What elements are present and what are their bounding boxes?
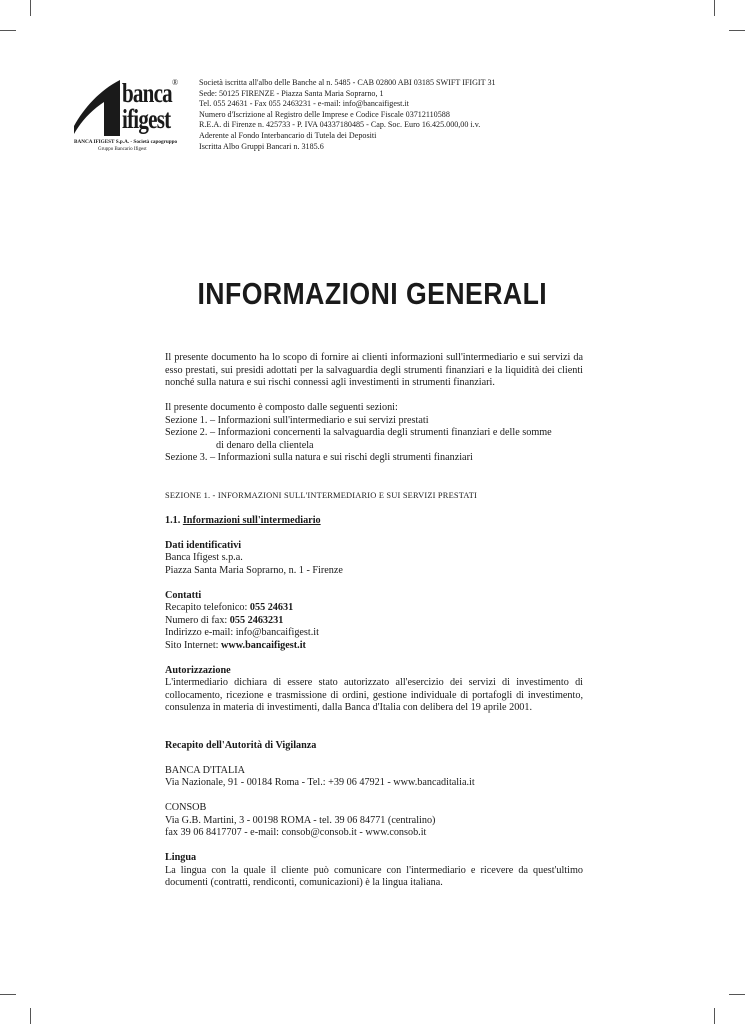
website-line <box>165 640 583 653</box>
lingua-title: Lingua <box>165 852 197 863</box>
bank-address: Piazza Santa Maria Soprarno, n. 1 - Firenze <box>165 564 343 576</box>
intro-paragraph: Il presente documento ha lo scopo di fornire ai clienti informazioni sull'intermediario e sui servizi da esso prestati, sui presidi adottati per la salvaguardia degli strumenti finanziari e la liquidità dei clienti nonché sulla natura e sui rischi connessi agli investimenti in strumenti finanziari. <box>165 352 583 388</box>
composition-section-2-cont: di denaro della clientela <box>216 439 314 451</box>
lingua-text: La lingua con la quale il cliente può comunicare con l'intermediario e ricevere da quest'ultimo documenti (contratti, rendiconti, comunicazioni) è la lingua italiana. <box>165 864 583 888</box>
company-info-line: Sede: 50125 FIRENZE - Piazza Santa Maria Soprarno, 1 <box>199 88 384 98</box>
email-line <box>165 627 583 640</box>
subsection-number: 1.1. <box>165 514 181 526</box>
section-1-heading: SEZIONE 1. - INFORMAZIONI SULL'INTERMEDIARIO E SUI SERVIZI PRESTATI <box>165 490 478 500</box>
consob-address: Via G.B. Martini, 3 - 00198 ROMA - tel. 39 06 84771 (centralino) <box>165 814 436 826</box>
crop-mark <box>0 994 16 995</box>
contatti-title: Contatti <box>165 589 202 601</box>
fax-value: 055 2463231 <box>229 614 284 626</box>
email-label: Indirizzo e-mail: <box>165 627 234 638</box>
dati-identificativi-title: Dati identificativi <box>165 539 242 551</box>
company-info-line: Aderente al Fondo Interbancario di Tutela dei Depositi <box>199 130 377 140</box>
website-label: Sito Internet: <box>165 639 219 651</box>
crop-mark <box>0 30 16 31</box>
phone-value: 055 24631 <box>249 602 294 613</box>
fax-line <box>165 615 583 628</box>
subsection-title: Informazioni sull'intermediario <box>182 514 321 526</box>
consob-name: CONSOB <box>165 802 207 813</box>
composition-lead: Il presente documento è composto dalle seguenti sezioni: <box>165 402 398 413</box>
bank-logo <box>70 76 186 166</box>
crop-mark <box>30 0 31 16</box>
company-info-line: Numero d'Iscrizione al Registro delle Imprese e Codice Fiscale 03712110588 <box>199 109 450 119</box>
document-body <box>165 352 583 890</box>
vigilanza-title: Recapito dell'Autorità di Vigilanza <box>165 739 317 751</box>
company-info <box>199 78 496 152</box>
consob-contacts: fax 39 06 8417707 - e-mail: consob@consob.it - www.consob.it <box>165 827 427 838</box>
composition-section-1: Sezione 1. – Informazioni sull'intermediario e sui servizi prestati <box>165 414 429 426</box>
logo-caption: BANCA IFIGEST S.p.A. - Società capogruppo <box>74 139 178 145</box>
autorizzazione-text: L'intermediario dichiara di essere stato autorizzato all'esercizio dei servizi di investimento di collocamento, ricezione e trasmissione di ordini, gestione individuale di portafogli di investimento, consulenza in materia di investimenti, dalla Banca d'Italia con delibera del 19 aprile 2001. <box>165 677 583 713</box>
autorizzazione-title: Autorizzazione <box>165 664 231 676</box>
company-info-line: R.E.A. di Firenze n. 425733 - P. IVA 04337180485 - Cap. Soc. Euro 16.425.000,00 i.v. <box>199 120 481 130</box>
composition-section-2: Sezione 2. – Informazioni concernenti la salvaguardia degli strumenti finanziari e delle somme <box>165 427 552 438</box>
company-info-line: Iscritta Albo Gruppi Bancari n. 3185.6 <box>199 141 324 151</box>
logo-registered-mark: ® <box>172 78 179 87</box>
crop-mark <box>729 30 745 31</box>
logo-brand-line1: banca <box>122 78 172 108</box>
bankitalia-name: BANCA D'ITALIA <box>165 764 245 776</box>
page-title-text: INFORMAZIONI GENERALI <box>197 276 548 311</box>
crop-mark <box>729 994 745 995</box>
bank-name: Banca Ifigest s.p.a. <box>165 552 243 563</box>
subsection-heading <box>165 515 583 528</box>
phone-label: Recapito telefonico: <box>165 602 248 613</box>
fax-label: Numero di fax: <box>165 614 228 626</box>
crop-mark <box>714 1008 715 1024</box>
phone-line <box>165 602 583 615</box>
logo-caption-group: Gruppo Bancario Ifigest <box>98 147 147 152</box>
page-title <box>0 276 745 312</box>
email-value: info@bancaifigest.it <box>235 627 319 638</box>
website-value: www.bancaifigest.it <box>221 639 306 651</box>
company-info-line: Tel. 055 24631 - Fax 055 2463231 - e-mail: info@bancaifigest.it <box>199 99 409 109</box>
composition-section-3: Sezione 3. – Informazioni sulla natura e sui rischi degli strumenti finanziari <box>165 452 473 463</box>
bankitalia-address: Via Nazionale, 91 - 00184 Roma - Tel.: +39 06 47921 - www.bancaditalia.it <box>165 777 475 788</box>
logo-brand-line2: ifigest <box>122 104 171 134</box>
logo-mark-icon <box>74 80 120 136</box>
crop-mark <box>30 1008 31 1024</box>
crop-mark <box>714 0 715 16</box>
company-info-line: Società iscritta all'albo delle Banche al n. 5485 - CAB 02800 ABI 03185 SWIFT IFIGIT 31 <box>199 78 496 87</box>
